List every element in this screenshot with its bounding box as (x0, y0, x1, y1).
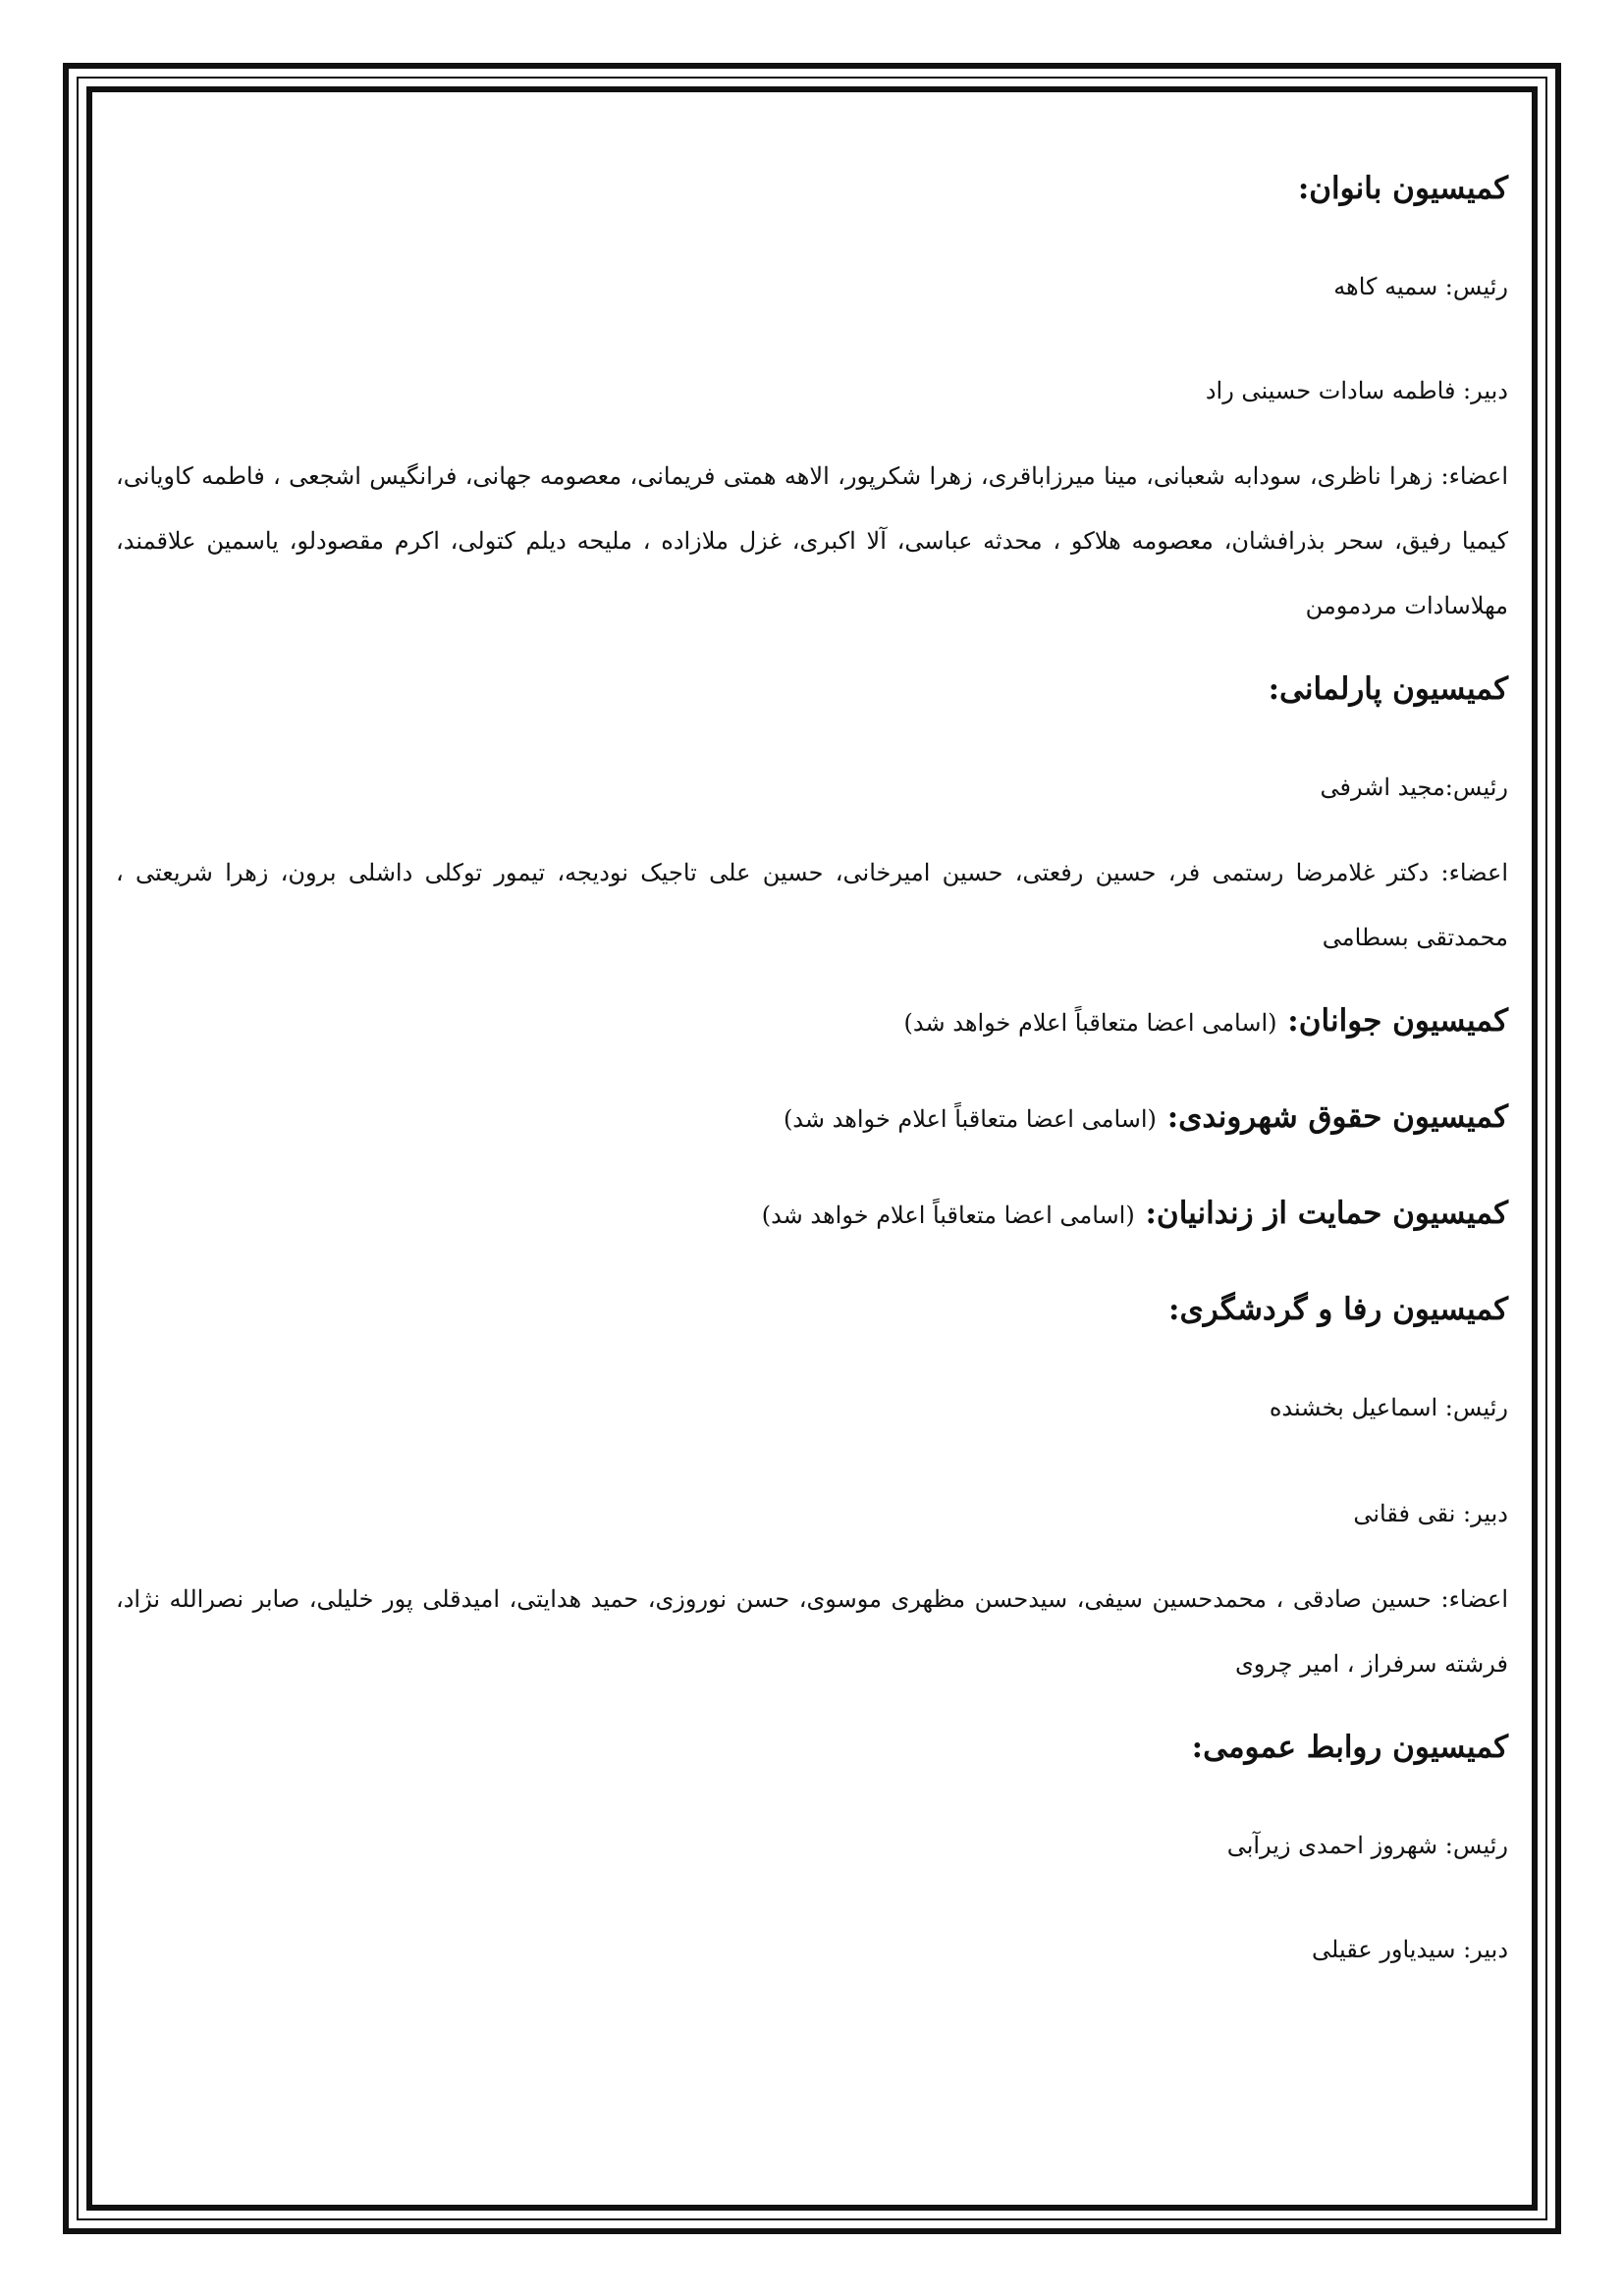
citizenship-commission-note: (اسامی اعضا متعاقباً اعلام خواهد شد) (783, 1105, 1157, 1133)
parliamentary-commission (116, 667, 1508, 970)
document-body (116, 147, 1508, 1969)
youth-commission (116, 999, 1508, 1044)
public-relations-commission-secretary: دبیر: سیدیاور عقیلی (1312, 1936, 1508, 1963)
women-commission (116, 167, 1508, 638)
women-commission-members: اعضاء: زهرا ناظری، سودابه شعبانی، مینا میرزاباقری، زهرا شکرپور، الاهه همتی فریمانی، معصومه جهانی، فرانگیس اشجعی ، فاطمه کاویانی، کیمیا رفیق، سحر بذرافشان، معصومه هلاکو ، محدثه عباسی، آلا اکبری، غزل ملازاده ، ملیحه دیلم کتولی، اکرم مقصودلو، یاسمین علاقمند، مهلاسادات مردمومن (116, 462, 1509, 619)
prisoners-commission-heading (116, 1192, 1508, 1237)
citizenship-commission-heading (116, 1095, 1508, 1141)
citizenship-commission-title: کمیسیون حقوق شهروندی: (1166, 1099, 1508, 1135)
welfare-commission-chair: رئیس: اسماعیل بخشنده (1269, 1394, 1508, 1421)
youth-commission-note: (اسامی اعضا متعاقباً اعلام خواهد شد) (903, 1009, 1277, 1037)
women-commission-chair: رئیس: سمیه کاهه (1333, 273, 1508, 300)
parliamentary-commission-chair: رئیس:مجید اشرفی (1320, 774, 1508, 801)
youth-commission-title: کمیسیون جوانان: (1287, 1003, 1508, 1039)
welfare-commission-secretary: دبیر: نقی فقانی (1353, 1500, 1508, 1527)
citizenship-commission (116, 1095, 1508, 1141)
public-relations-commission-chair: رئیس: شهروز احمدی زیرآبی (1226, 1832, 1508, 1859)
parliamentary-commission-members: اعضاء: دکتر غلامرضا رستمی فر، حسین رفعتی، حسین امیرخانی، حسین علی تاجیک نودیجه، تیمور توکلی داشلی برون، زهرا شریعتی ، محمدتقی بسطامی (116, 859, 1508, 951)
prisoners-commission-note: (اسامی اعضا متعاقباً اعلام خواهد شد) (761, 1201, 1135, 1229)
welfare-commission (116, 1288, 1508, 1696)
youth-commission-heading (116, 999, 1508, 1044)
public-relations-commission-heading: کمیسیون روابط عمومی: (1191, 1730, 1508, 1765)
welfare-commission-heading: کمیسیون رفا و گردشگری: (1168, 1292, 1508, 1327)
prisoners-commission-title: کمیسیون حمایت از زندانیان: (1145, 1196, 1508, 1231)
welfare-commission-members: اعضاء: حسین صادقی ، محمدحسین سیفی، سیدحسن مظهری موسوی، حسن نوروزی، حمید هدایتی، امیدقلی پور خلیلی، صابر نصرالله نژاد، فرشته سرفراز ، امیر چروی (116, 1585, 1509, 1678)
prisoners-commission (116, 1192, 1508, 1237)
parliamentary-commission-heading: کمیسیون پارلمانی: (1268, 671, 1508, 707)
public-relations-commission (116, 1726, 1508, 1969)
women-commission-secretary: دبیر: فاطمه سادات حسینی راد (1205, 377, 1508, 404)
women-commission-heading: کمیسیون بانوان: (1297, 171, 1508, 206)
